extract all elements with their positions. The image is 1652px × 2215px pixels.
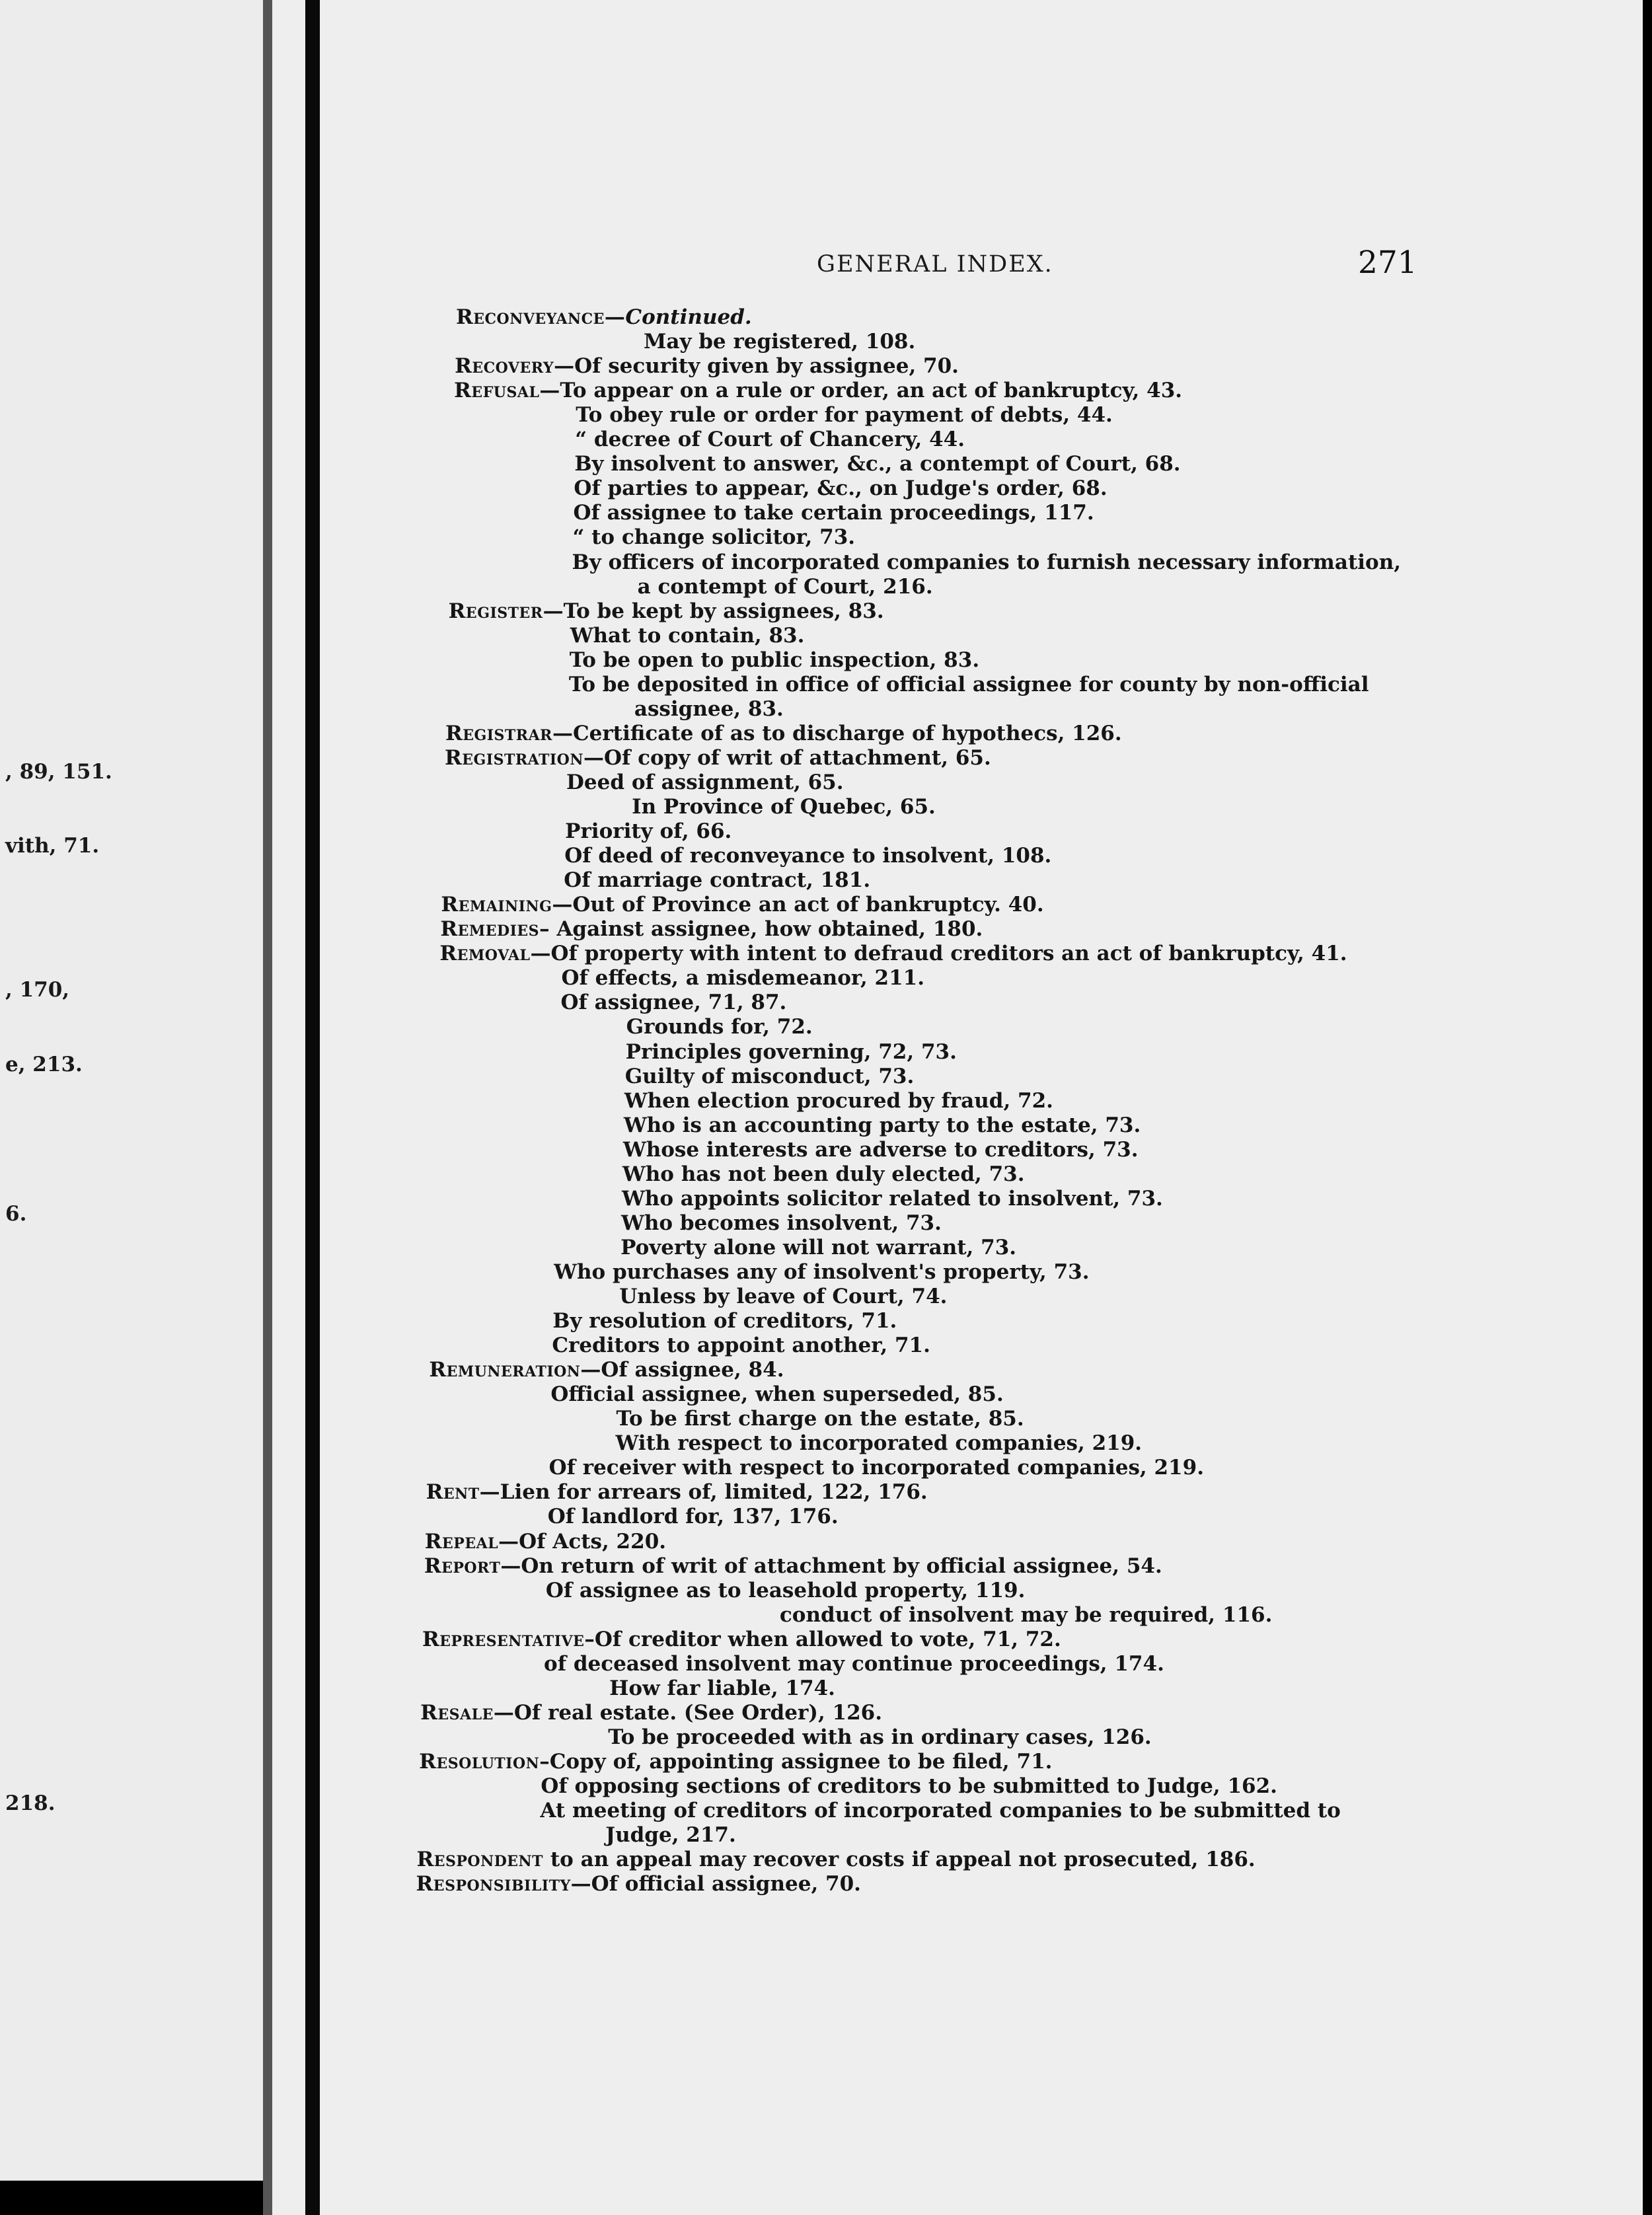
index-entry-text: Of receiver with respect to incorporated companies, 219. bbox=[548, 1456, 1204, 1480]
index-headword-line bbox=[439, 942, 1347, 966]
index-headword: Registration bbox=[444, 745, 583, 770]
index-entry-text: To be open to public inspection, 83. bbox=[569, 648, 980, 672]
index-headword: Removal bbox=[439, 942, 531, 966]
index-subentry-line bbox=[574, 452, 1180, 476]
index-entry-text: Of assignee, 71, 87. bbox=[560, 991, 787, 1015]
index-subentry-line bbox=[626, 1040, 957, 1065]
index-headword-line bbox=[425, 1530, 666, 1554]
index-entry-text: Of parties to appear, &c., on Judge's order, 68. bbox=[574, 476, 1108, 501]
index-headword-line bbox=[440, 917, 983, 942]
index-subentry-line bbox=[619, 1285, 947, 1309]
index-entry-text: of deceased insolvent may continue proceedings, 174. bbox=[544, 1651, 1164, 1676]
index-headword: Report bbox=[424, 1554, 501, 1578]
index-entry-text: Of landlord for, 137, 176. bbox=[547, 1505, 839, 1529]
index-subentry-line bbox=[605, 1823, 735, 1848]
index-headword: Responsibility bbox=[416, 1872, 571, 1896]
index-subentry-line bbox=[621, 1211, 942, 1236]
index-entry-text: Guilty of misconduct, 73. bbox=[624, 1064, 915, 1088]
index-entry-text: To be first charge on the estate, 85. bbox=[616, 1407, 1024, 1431]
index-subentry-line bbox=[549, 1456, 1204, 1480]
index-subentry-line bbox=[638, 575, 933, 599]
index-subentry-line bbox=[548, 1505, 839, 1529]
index-subentry-line bbox=[609, 1676, 835, 1701]
index-entry-text: Who appoints solicitor related to insolvent, 73. bbox=[621, 1186, 1163, 1211]
index-subentry-line bbox=[780, 1603, 1272, 1628]
index-entry-text: Grounds for, 72. bbox=[626, 1015, 813, 1039]
left-fragment: vith, 71. bbox=[5, 834, 100, 858]
index-entry-text: to an appeal may recover costs if appeal not prosecuted, 186. bbox=[543, 1848, 1256, 1872]
index-subentry-line bbox=[624, 1113, 1141, 1138]
index-entry-text: Of opposing sections of creditors to be submitted to Judge, 162. bbox=[541, 1774, 1277, 1798]
index-entry-text: “ decree of Court of Chancery, 44. bbox=[575, 428, 965, 452]
index-subentry-line bbox=[622, 1162, 1025, 1187]
index-entry-text: At meeting of creditors of incorporated companies to be submitted to bbox=[540, 1799, 1341, 1823]
index-entry-text: —Certificate of as to discharge of hypothecs, 126. bbox=[552, 721, 1122, 745]
index-headword: Repeal bbox=[424, 1529, 499, 1554]
index-subentry-line bbox=[566, 770, 843, 795]
index-entry-text: Creditors to appoint another, 71. bbox=[552, 1333, 930, 1358]
index-entry-text: How far liable, 174. bbox=[609, 1676, 835, 1700]
index-headword: Remedies bbox=[440, 917, 540, 942]
index-subentry-line bbox=[546, 1579, 1026, 1603]
index-subentry-line bbox=[541, 1774, 1277, 1799]
index-entry-text: By insolvent to answer, &c., a contempt of Court, 68. bbox=[574, 452, 1181, 476]
index-headword-line bbox=[445, 746, 991, 770]
index-subentry-line bbox=[564, 844, 1051, 868]
index-subentry-line bbox=[625, 1065, 915, 1089]
running-title: GENERAL INDEX. bbox=[817, 251, 1053, 278]
index-entry-text: What to contain, 83. bbox=[570, 623, 805, 648]
index-headword-line bbox=[454, 379, 1182, 403]
index-headword-line bbox=[441, 893, 1043, 917]
index-subentry-line bbox=[624, 1089, 1053, 1113]
index-entry-text: Poverty alone will not warrant, 73. bbox=[620, 1235, 1017, 1259]
index-subentry-line bbox=[540, 1799, 1340, 1823]
index-subentry-line bbox=[570, 624, 805, 648]
index-headword-line bbox=[422, 1628, 1061, 1652]
index-headword-line bbox=[424, 1554, 1162, 1579]
index-entry-text: —To appear on a rule or order, an act of bankruptcy, 43. bbox=[539, 379, 1183, 403]
left-fragment: e, 213. bbox=[5, 1053, 83, 1076]
index-subentry-line bbox=[572, 525, 855, 550]
index-entry-text: Unless by leave of Court, 74. bbox=[619, 1285, 948, 1308]
index-entry-text: By officers of incorporated companies to furnish necessary information, bbox=[572, 550, 1402, 574]
index-subentry-line bbox=[561, 966, 924, 991]
index-subentry-line bbox=[575, 428, 965, 452]
index-subentry-line bbox=[623, 1138, 1139, 1162]
index-entry-text: –Copy of, appointing assignee to be filed, 71. bbox=[539, 1749, 1053, 1774]
index-entry-text: Judge, 217. bbox=[605, 1823, 736, 1848]
scan-border bbox=[0, 2181, 263, 2215]
index-headword-line bbox=[420, 1701, 882, 1725]
index-entry-text: —Of assignee, 84. bbox=[580, 1358, 784, 1382]
index-subentry-line bbox=[564, 868, 870, 893]
index-entry-text: Who becomes insolvent, 73. bbox=[621, 1211, 942, 1235]
index-subentry-line bbox=[552, 1333, 930, 1358]
index-entry-text: Who has not been duly elected, 73. bbox=[622, 1162, 1025, 1186]
index-subentry-line bbox=[569, 673, 1369, 697]
index-headword-line bbox=[445, 722, 1122, 746]
index-entry-text: –Of creditor when allowed to vote, 71, 72. bbox=[584, 1627, 1061, 1651]
index-headword-line bbox=[429, 1358, 784, 1382]
previous-page-strip bbox=[0, 0, 305, 2181]
index-headword: Resolution bbox=[419, 1749, 540, 1774]
page-gutter bbox=[263, 0, 272, 2215]
index-entry-text: With respect to incorporated companies, 219. bbox=[615, 1431, 1143, 1456]
index-entry-text: Of deed of reconveyance to insolvent, 108. bbox=[564, 844, 1052, 868]
index-entry-text: To obey rule or order for payment of debts, 44. bbox=[576, 403, 1113, 428]
index-headword: Remuneration bbox=[429, 1358, 581, 1382]
index-headword: Reconveyance— bbox=[456, 305, 626, 329]
left-fragment: 6. bbox=[5, 1202, 27, 1226]
page-divider bbox=[305, 0, 320, 2215]
index-subentry-line bbox=[626, 1015, 813, 1039]
index-headword-line bbox=[419, 1750, 1052, 1774]
index-subentry-line bbox=[572, 550, 1402, 575]
index-entry-text: When election procured by fraud, 72. bbox=[624, 1088, 1053, 1113]
index-entry-text: Whose interests are adverse to creditors, 73. bbox=[622, 1137, 1139, 1162]
index-entry-text: assignee, 83. bbox=[634, 696, 784, 721]
index-entry-text: Principles governing, 72, 73. bbox=[625, 1039, 957, 1064]
index-entry-text: Of assignee as to leasehold property, 119. bbox=[545, 1578, 1026, 1602]
index-entry-text: Continued. bbox=[625, 305, 752, 329]
index-entry-text: May be registered, 108. bbox=[644, 330, 916, 354]
index-headword-line bbox=[456, 305, 752, 330]
index-entry-text: Official assignee, when superseded, 85. bbox=[550, 1382, 1004, 1407]
index-subentry-line bbox=[576, 403, 1113, 428]
left-fragment: , 89, 151. bbox=[5, 760, 112, 784]
index-headword: Registrar bbox=[445, 721, 552, 745]
index-entry-text: conduct of insolvent may be required, 116. bbox=[779, 1602, 1273, 1627]
index-entry-text: By resolution of creditors, 71. bbox=[552, 1309, 897, 1333]
index-subentry-line bbox=[632, 795, 936, 819]
page-number: 271 bbox=[1358, 244, 1417, 281]
index-headword-line bbox=[449, 599, 884, 624]
index-subentry-line bbox=[622, 1187, 1163, 1211]
index-headword-line bbox=[416, 1872, 861, 1896]
index-entry-text: In Province of Quebec, 65. bbox=[632, 795, 936, 819]
index-entry-text: Priority of, 66. bbox=[565, 819, 732, 844]
index-subentry-line bbox=[570, 648, 979, 673]
index-entry-text: —Out of Province an act of bankruptcy. 40. bbox=[552, 893, 1044, 917]
index-entry-text: —Of copy of writ of attachment, 65. bbox=[583, 745, 991, 770]
index-subentry-line bbox=[552, 1309, 897, 1333]
left-fragment: 218. bbox=[5, 1791, 56, 1815]
index-entry-text: To be deposited in office of official assignee for county by non-official bbox=[568, 672, 1369, 696]
index-subentry-line bbox=[616, 1431, 1143, 1456]
index-entry-text: —Lien for arrears of, limited, 122, 176. bbox=[479, 1480, 928, 1505]
index-subentry-line bbox=[561, 991, 787, 1015]
index-entry-text: Of marriage contract, 181. bbox=[564, 868, 871, 893]
index-headword-line bbox=[426, 1480, 928, 1505]
index-headword: Recovery bbox=[455, 354, 554, 379]
index-headword: Resale bbox=[420, 1700, 494, 1725]
index-entry-text: Who is an accounting party to the estate, 73. bbox=[623, 1113, 1141, 1137]
index-headword-line bbox=[416, 1848, 1255, 1872]
index-entry-text: —Of property with intent to defraud creditors an act of bankruptcy, 41. bbox=[530, 942, 1347, 966]
index-subentry-line bbox=[608, 1725, 1152, 1750]
index-subentry-line bbox=[554, 1260, 1089, 1285]
index-entry-text: Who purchases any of insolvent's property, 73. bbox=[554, 1259, 1090, 1284]
index-subentry-line bbox=[565, 819, 732, 844]
index-entry-text: —Of official assignee, 70. bbox=[570, 1872, 861, 1896]
index-entry-text: – Against assignee, how obtained, 180. bbox=[539, 917, 983, 942]
index-entry-text: “ to change solicitor, 73. bbox=[572, 525, 856, 550]
index-entry-text: To be proceeded with as in ordinary cases, 126. bbox=[608, 1725, 1152, 1749]
index-headword: Respondent bbox=[416, 1848, 544, 1872]
index-entry-text: —On return of writ of attachment by official assignee, 54. bbox=[500, 1554, 1162, 1578]
index-entry-text: Of effects, a misdemeanor, 211. bbox=[561, 966, 925, 991]
index-headword: Representative bbox=[422, 1627, 585, 1651]
index-subentry-line bbox=[573, 501, 1094, 525]
index-headword: Register bbox=[448, 599, 543, 623]
index-subentry-line bbox=[634, 697, 784, 722]
index-entry-text: —Of security given by assignee, 70. bbox=[554, 354, 959, 379]
index-subentry-line bbox=[544, 1652, 1164, 1676]
left-fragment: , 170, bbox=[5, 978, 70, 1002]
index-headword-line bbox=[455, 354, 959, 379]
index-entry-text: Deed of assignment, 65. bbox=[566, 770, 844, 794]
index-subentry-line bbox=[616, 1407, 1024, 1431]
index-entry-text: —Of Acts, 220. bbox=[498, 1529, 667, 1554]
index-headword: Rent bbox=[426, 1480, 480, 1505]
index-entry-text: Of assignee to take certain proceedings, 117. bbox=[573, 501, 1094, 525]
index-entry-text: —Of real estate. (See Order), 126. bbox=[493, 1700, 883, 1725]
index-entry-text: —To be kept by assignees, 83. bbox=[543, 599, 884, 623]
index-entry-text: a contempt of Court, 216. bbox=[637, 574, 933, 599]
index-subentry-line bbox=[620, 1236, 1016, 1260]
index-headword: Remaining bbox=[441, 893, 552, 917]
index-headword: Refusal bbox=[454, 379, 540, 403]
index-subentry-line bbox=[574, 476, 1107, 501]
index-subentry-line bbox=[644, 330, 915, 354]
index-subentry-line bbox=[550, 1382, 1003, 1407]
